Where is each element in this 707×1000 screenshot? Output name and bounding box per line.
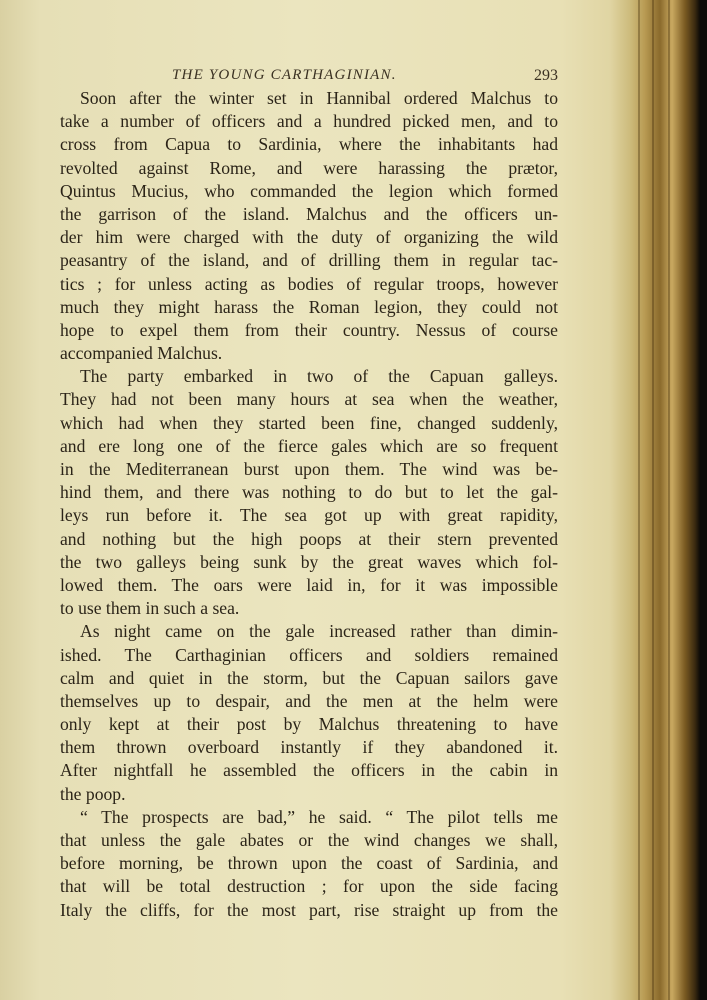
text-line: leys run before it. The sea got up with great rapidity, bbox=[60, 505, 558, 526]
text-line: much they might harass the Roman legion, they could not bbox=[60, 296, 558, 317]
page-number: 293 bbox=[534, 67, 558, 84]
text-line: hind them, and there was nothing to do but to let the gal- bbox=[60, 482, 558, 503]
text-line: them thrown overboard instantly if they abandoned it. bbox=[60, 737, 558, 758]
page-edge bbox=[620, 0, 707, 1000]
text-line: that unless the gale abates or the wind changes we shall, bbox=[60, 830, 558, 850]
page-body-text bbox=[60, 87, 558, 922]
text-line: Quintus Mucius, who commanded the legion which formed bbox=[60, 180, 558, 201]
text-line: cross from Capua to Sardinia, where the inhabitants had bbox=[60, 134, 558, 155]
running-title: THE YOUNG CARTHAGINIAN. bbox=[172, 67, 397, 83]
text-line: Italy the cliffs, for the most part, rise straight up from the bbox=[60, 899, 558, 920]
text-line: before morning, be thrown upon the coast of Sardinia, and bbox=[60, 853, 558, 874]
text-line: tics ; for unless acting as bodies of regular troops, however bbox=[60, 273, 558, 294]
text-line: and nothing but the high poops at their stern prevented bbox=[60, 528, 558, 549]
text-line: They had not been many hours at sea when the weather, bbox=[60, 389, 558, 410]
text-line: take a number of officers and a hundred picked men, and to bbox=[60, 111, 558, 132]
text-line: which had when they started been fine, changed suddenly, bbox=[60, 412, 558, 433]
text-line: calm and quiet in the storm, but the Capuan sailors gave bbox=[60, 667, 558, 688]
text-line: Soon after the winter set in Hannibal ordered Malchus to bbox=[80, 88, 558, 108]
text-line: in the Mediterranean burst upon them. The wind was be- bbox=[60, 459, 558, 479]
text-line: to use them in such a sea. bbox=[60, 598, 240, 619]
text-line: hope to expel them from their country. Nessus of course bbox=[60, 319, 558, 340]
text-line: and ere long one of the fierce gales which are so frequent bbox=[60, 435, 558, 456]
text-line: accompanied Malchus. bbox=[60, 343, 223, 364]
text-line: lowed them. The oars were laid in, for it was impossible bbox=[60, 574, 558, 595]
text-line: the poop. bbox=[60, 783, 126, 804]
text-line: ished. The Carthaginian officers and soldiers remained bbox=[60, 644, 558, 665]
paragraph bbox=[60, 87, 558, 365]
text-line: the garrison of the island. Malchus and the officers un- bbox=[60, 203, 558, 224]
text-line: that will be total destruction ; for upon the side facing bbox=[60, 876, 558, 897]
text-line: the two galleys being sunk by the great waves which fol- bbox=[60, 551, 558, 572]
text-line: only kept at their post by Malchus threatening to have bbox=[60, 714, 558, 735]
text-line: “ The prospects are bad,” he said. “ The pilot tells me bbox=[80, 806, 558, 827]
text-line: peasantry of the island, and of drilling them in regular tac- bbox=[60, 250, 558, 271]
paragraph bbox=[60, 620, 558, 806]
text-line: The party embarked in two of the Capuan galleys. bbox=[80, 366, 558, 387]
paragraph bbox=[60, 806, 558, 922]
text-line: der him were charged with the duty of organizing the wild bbox=[60, 227, 558, 248]
text-line: themselves up to despair, and the men at the helm were bbox=[60, 690, 558, 711]
text-line: revolted against Rome, and were harassing the prætor, bbox=[60, 157, 558, 178]
paragraph bbox=[60, 365, 558, 620]
text-line: After nightfall he assembled the officers in the cabin in bbox=[60, 760, 558, 781]
text-line: As night came on the gale increased rather than dimin- bbox=[80, 621, 558, 642]
